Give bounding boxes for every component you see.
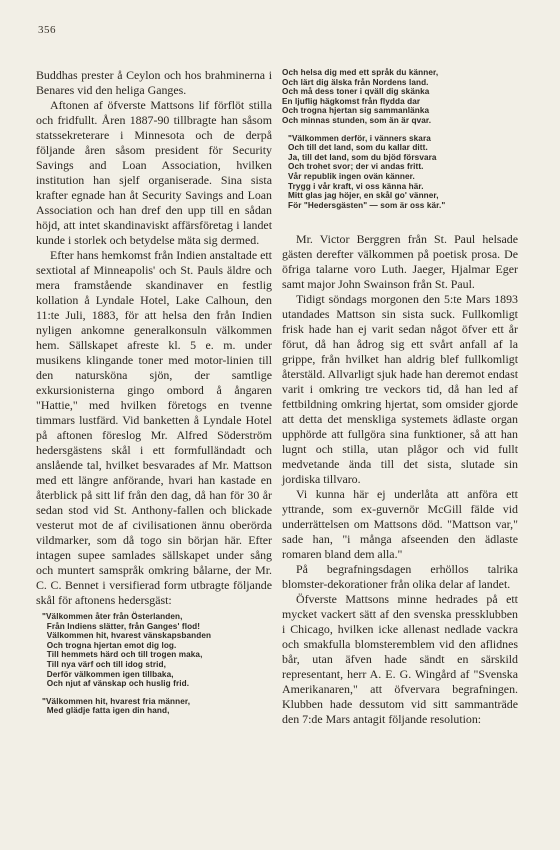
page-number: 356 <box>38 24 56 36</box>
right-paragraph-1: Mr. Victor Berggren från St. Paul helsade gästen derefter välkommen på poetisk prosa. De öfriga talarne voro Luth. Jaeger, Hjalmar Eger samt major John Swainson från St. Paul. <box>282 232 518 292</box>
right-column <box>282 68 518 727</box>
poem-text: "Välkommen derför, i vänners skara Och till det land, som du kallar ditt. Ja, till det land, som du bjöd försvara Och trohet svor; der vi andas fritt. Vår republik ingen ovän känner. Trygg i vår kraft, vi oss känna här. Mitt glas jag höjer, en skål go' vänner, För "Hedersgästen" — som är oss kär." <box>288 133 446 210</box>
left-paragraph-3: Efter hans hemkomst från Indien anstaltade ett sextiotal af Minneapolis' och St. Pauls äldre och mera framstående skandinaver en festlig kollation å Lyndale Hotel, Lake Calhoun, den 11:te Juli, 1883, för att helsa den från Indien nyligen ankomne generalkonsuln välkommen hem. Sällskapet afreste kl. 5 e. m. under musikens klingande toner med motor-linien till den natursköna sjön, der samtlige exkursionisterna gingo ombord å ångaren "Hattie," med hvilken företogs en tvenne timmars lustfärd. Vid banketten å Lyndale Hotel på aftonen föreslog Mr. Alfred Söderström hedersgästens skål i ett formfulländadt och anslående tal, hvilket besvarades af Mr. Mattson med ett längre anförande, hvari han kastade en återblick på sitt lif från den dag, då han för 30 år sedan stod vid St. Anthony-fallen och blickade vesterut mot de af civilisationen ännu oberörda vildmarker, som då togo sin början här. Efter intagen supee samlades sällskapet under sång och muntert samspråk omkring bålarne, der Mr. C. C. Bennet i versifierad form utbragte följande skål för aftonens hedersgäst: <box>36 248 272 607</box>
left-column <box>36 68 272 720</box>
poem-text: Och helsa dig med ett språk du känner, Och lärt dig älska från Nordens land. Och må dess toner i qväll dig skänka En ljuflig hägkomst från flydda dar Och trogna hjertan sig sammanlänka Och minnas stunden, som än är qvar. <box>282 68 439 125</box>
right-paragraph-4: På begrafningsdagen erhöllos talrika blomster-dekorationer från olika delar af landet. <box>282 562 518 592</box>
spacer <box>282 214 518 232</box>
left-paragraph-1: Buddhas prester å Ceylon och hos brahminerna i Benares vid den heliga Ganges. <box>36 68 272 97</box>
right-paragraph-5: Öfverste Mattsons minne hedrades på ett mycket vackert sätt af den svenska pressklubben i Chicago, hvilken icke allenast nedlade vackra och smakfulla blomsteremblem vid den aflidnes bår, utan äfven hade sändt en särskild representant, herr A. E. G. Wingård af "Svenska Amerikanaren," att öfvervara begrafningen. Klubben hade dessutom vid sitt sammanträde den 7:de Mars antagit följande resolution: <box>282 592 518 727</box>
right-paragraph-3: Vi kunna här ej underlåta att anföra ett yttrande, som ex-guvernör McGill fälde vid underrättelsen om Mattsons död. "Mattson var," sade han, "i många afseenden den ädlaste romaren bland dem alla." <box>282 487 518 562</box>
poem-stanza-3 <box>282 68 518 126</box>
poem-stanza-2 <box>42 697 272 716</box>
left-paragraph-2: Aftonen af öfverste Mattsons lif förflöt stilla och fridfullt. Åren 1887-90 tillbragte han såsom statssekreterare i Minnesota och de derpå följande åren såsom president för Security Savings and Loan Association, hvilken institution han sjelf organiserade. Sina sista krafter egnade han åt Security Savings and Loan Association och han dref den upp till en sådan höjd, att intet skandinaviskt affärsföretag i landet kunde i storlek och betydelse mäta sig dermed. <box>36 98 272 247</box>
poem-stanza-4 <box>288 134 518 211</box>
poem-stanza-1 <box>42 612 272 689</box>
poem-text: "Välkommen åter från Österlanden, Från Indiens slätter, från Ganges' flod! Välkommen hit, hvarest vänskapsbanden Och trogna hjertan emot dig log. Till hemmets härd och till trogen maka, Till nya värf och till idog strid, Derför välkommen igen tillbaka, Och njut af vänskap och huslig frid. <box>42 612 212 689</box>
poem-text: "Välkommen hit, hvarest fria männer, Med glädje fatta igen din hand, <box>42 696 191 716</box>
right-paragraph-2: Tidigt söndags morgonen den 5:te Mars 1893 utandades Mattson sin sista suck. Fullkomligt frisk hade han ej varit sedan något öfver ett år förut, då han ådrog sig ett svårt anfall af la grippe, från hvilket han aldrig blef fullkomligt återstäld. Allvarligt sjuk hade han deremot endast varit i omkring tre veckors tid, då han led af fettbildning omkring hjertat, som omsider gjorde att detta det menskliga systemets ädlaste organ upphörde att fullgöra sina funktioner, så att han lugnt och stilla, utan plågor och vid fullt medvetande ända till det sista, slutade sin jordiska tillvaro. <box>282 292 518 487</box>
